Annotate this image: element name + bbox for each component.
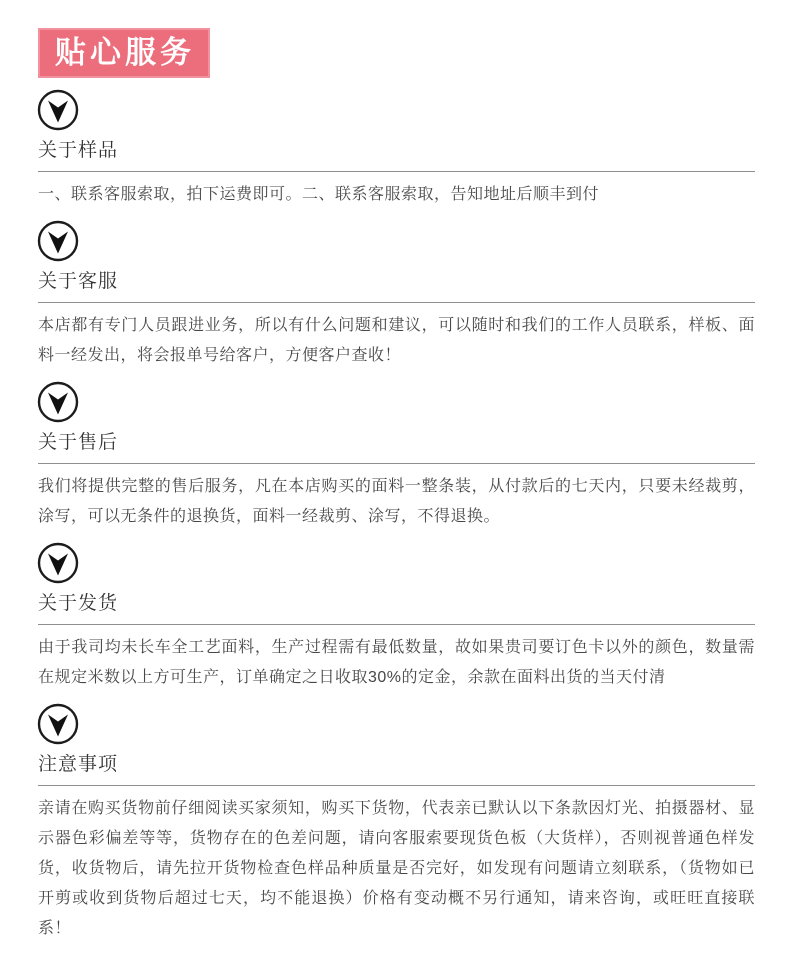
service-section-after-sales [38,380,755,532]
circle-arrow-down-icon [36,702,80,746]
section-body: 我们将提供完整的售后服务，凡在本店购买的面料一整条装，从付款后的七天内，只要未经裁剪，涂写，可以无条件的退换货，面料一经裁剪、涂写，不得退换。 [38,478,755,525]
section-body: 由于我司均未长车全工艺面料，生产过程需有最低数量，故如果贵司要订色卡以外的颜色，数量需在规定米数以上方可生产，订单确定之日收取30%的定金，余款在面料出货的当天付清 [38,639,755,686]
section-title: 关于样品 [38,140,119,161]
section-title: 注意事项 [38,754,119,775]
section-divider [38,302,755,303]
section-divider [38,624,755,625]
section-header-badge: 贴心服务 [38,28,210,78]
service-section-samples [38,88,755,210]
circle-arrow-down-icon [36,380,80,424]
circle-arrow-down-icon [36,88,80,132]
section-divider [38,785,755,786]
circle-arrow-down-icon [36,219,80,263]
service-section-notes [38,702,755,944]
section-body: 本店都有专门人员跟进业务，所以有什么问题和建议，可以随时和我们的工作人员联系，样板、面料一经发出，将会报单号给客户，方便客户查收！ [38,317,755,364]
service-section-customer-service [38,219,755,371]
section-body: 亲请在购买货物前仔细阅读买家须知，购买下货物，代表亲已默认以下条款因灯光、拍摄器材、显示器色彩偏差等等，货物存在的色差问题，请向客服索要现货色板（大货样），否则视普通色样发货，收货物后，请先拉开货物检查色样品种质量是否完好，如发现有问题请立刻联系，（货物如已开剪或收到货物后超过七天，均不能退换）价格有变动概不另行通知，请来咨询，或旺旺直接联系！ [38,800,755,937]
service-section-shipping [38,541,755,693]
section-divider [38,463,755,464]
circle-arrow-down-icon [36,541,80,585]
section-title: 关于售后 [38,432,119,453]
section-body: 一、联系客服索取，拍下运费即可。二、联系客服索取，告知地址后顺丰到付 [38,186,600,203]
section-title: 关于客服 [38,271,119,292]
section-divider [38,171,755,172]
section-title: 关于发货 [38,593,119,614]
